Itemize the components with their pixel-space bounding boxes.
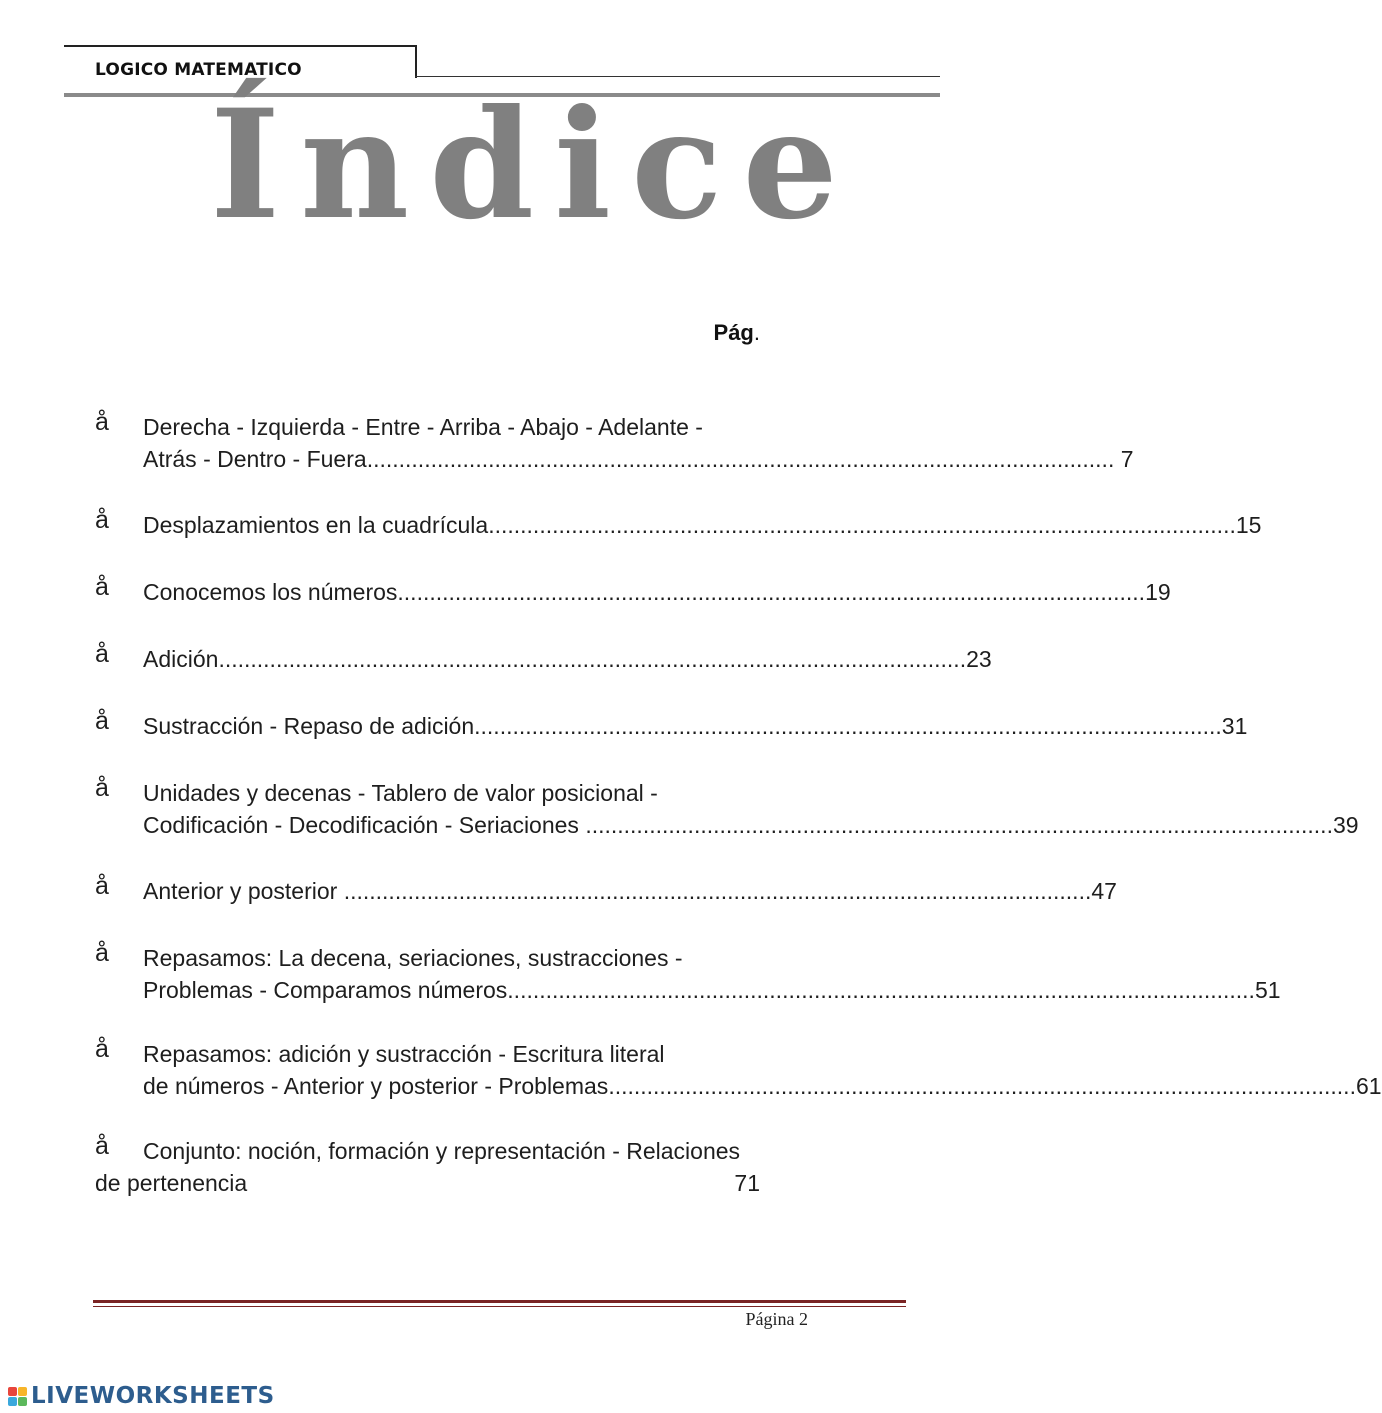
liveworksheets-logo-icon <box>8 1387 27 1406</box>
entry-page-number-value: 7 <box>1120 446 1134 472</box>
bullet-icon: å <box>95 707 109 735</box>
index-entry[interactable] <box>95 707 1248 742</box>
entry-page-number: 47 <box>1091 878 1117 904</box>
entry-line <box>143 443 1134 475</box>
entry-page-number: 61 <box>1355 1073 1382 1099</box>
entry-line <box>143 974 1281 1006</box>
dot-leader: ..................................................................................................................... <box>608 1073 1356 1099</box>
bullet-icon: å <box>95 640 109 668</box>
entry-page-number: 15 <box>1235 512 1262 538</box>
entry-text: Problemas - Comparamos números <box>143 977 508 1003</box>
logo-square-blue <box>8 1397 17 1406</box>
dot-leader: ..................................................................................................................... <box>488 512 1236 538</box>
entry-text: de números - Anterior y posterior - Problemas <box>143 1073 609 1099</box>
index-entry[interactable] <box>95 573 1171 608</box>
bullet-icon: å <box>95 939 109 967</box>
bullet-icon: å <box>95 872 109 900</box>
entry-line <box>143 875 1117 907</box>
bullet-icon: å <box>95 1132 109 1160</box>
footer-divider-thick <box>93 1300 906 1303</box>
entry-page-number: 23 <box>966 646 992 672</box>
entry-text: Sustracción - Repaso de adición <box>143 713 475 739</box>
logo-square-yellow <box>18 1387 27 1396</box>
index-entry[interactable] <box>95 1035 1382 1102</box>
entry-line <box>143 809 1359 841</box>
page-column-label-text: Pág <box>713 320 754 345</box>
footer-page-number: Página 2 <box>745 1309 808 1329</box>
bullet-icon: å <box>95 774 109 802</box>
entry-page-number <box>1114 443 1133 475</box>
entry-page-number: 19 <box>1145 579 1171 605</box>
bullet-icon: å <box>95 1035 109 1063</box>
entry-line <box>143 411 760 443</box>
dot-leader: ..................................................................................................................... <box>507 977 1255 1003</box>
page-column-label-dot: . <box>753 320 760 345</box>
index-entry[interactable] <box>95 408 1134 475</box>
liveworksheets-watermark <box>8 1383 275 1409</box>
entry-line <box>143 509 1262 541</box>
entry-line <box>143 1070 1382 1102</box>
entry-page-number: 51 <box>1254 977 1281 1003</box>
logo-square-red <box>8 1387 17 1396</box>
index-entry[interactable] <box>95 506 1262 541</box>
entry-page-number: 31 <box>1221 713 1248 739</box>
entry-text: Repasamos: adición y sustracción - Escritura literal <box>143 1041 665 1067</box>
entry-line <box>143 777 760 809</box>
header-title: LOGICO MATEMATICO <box>95 60 302 80</box>
page-title: Índice <box>210 77 858 253</box>
entry-line <box>143 1038 760 1070</box>
dot-leader: ..................................................................................................................... <box>397 579 1146 605</box>
bullet-icon: å <box>95 573 109 601</box>
dot-leader: ..................................................................................................................... <box>585 812 1333 838</box>
entry-text: Atrás - Dentro - Fuera <box>143 446 367 472</box>
entry-text: Conjunto: noción, formación y representación - Relaciones <box>143 1138 741 1164</box>
entry-text: Unidades y decenas - Tablero de valor posicional - <box>143 780 658 806</box>
index-entry[interactable] <box>95 939 1281 1006</box>
entry-page-number: 39 <box>1332 812 1359 838</box>
entry-text: Codificación - Decodificación - Seriaciones <box>143 812 586 838</box>
index-entry[interactable] <box>95 1132 795 1199</box>
entry-text: Repasamos: La decena, seriaciones, sustracciones - <box>143 945 683 971</box>
page-column-label <box>640 320 760 346</box>
entry-line <box>95 1167 760 1199</box>
entry-line <box>143 710 1248 742</box>
dot-leader: ..................................................................................................................... <box>343 878 1092 904</box>
bullet-icon: å <box>95 408 109 436</box>
index-entry[interactable] <box>95 774 1359 841</box>
logo-square-green <box>18 1397 27 1406</box>
index-entry[interactable] <box>95 640 992 675</box>
entry-text: de pertenencia <box>95 1170 248 1196</box>
entry-text: Anterior y posterior <box>143 878 344 904</box>
entry-line <box>143 1135 803 1167</box>
entry-text: Derecha - Izquierda - Entre - Arriba - Abajo - Adelante - <box>143 414 703 440</box>
entry-text: Adición <box>143 646 219 672</box>
entry-page-number: 71 <box>734 1170 760 1196</box>
dot-leader: ..................................................................................................................... <box>474 713 1222 739</box>
entry-text: Desplazamientos en la cuadrícula <box>143 512 489 538</box>
entry-line <box>143 576 1171 608</box>
entry-line <box>143 942 760 974</box>
entry-text: Conocemos los números <box>143 579 398 605</box>
footer-divider-thin <box>93 1306 906 1307</box>
dot-leader: ..................................................................................................................... <box>218 646 967 672</box>
index-entry[interactable] <box>95 872 1117 907</box>
entry-line <box>143 643 992 675</box>
dot-leader: ..................................................................................................................... <box>366 446 1115 472</box>
bullet-icon: å <box>95 506 109 534</box>
liveworksheets-text: LIVEWORKSHEETS <box>31 1383 275 1409</box>
